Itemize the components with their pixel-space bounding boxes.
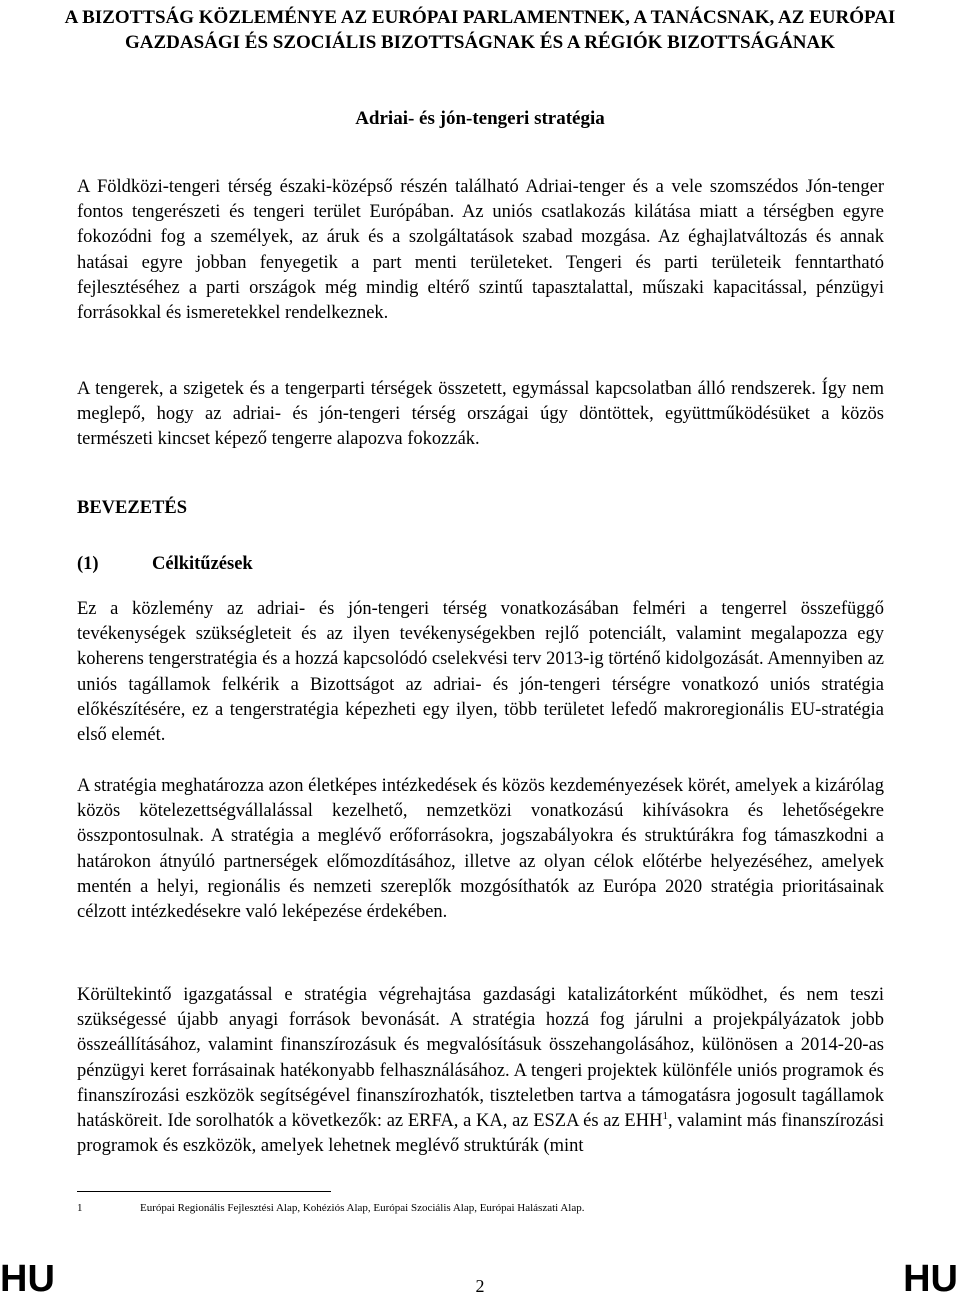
document-title: A BIZOTTSÁG KÖZLEMÉNYE AZ EURÓPAI PARLAMENTNEK, A TANÁCSNAK, AZ EURÓPAI GAZDASÁGI ÉS SZOCIÁLIS BIZOTTSÁGNAK ÉS A RÉGIÓK BIZOTTSÁGÁNAK (64, 7, 896, 53)
subsection-number: (1) (77, 554, 99, 574)
subsection-heading (77, 552, 253, 577)
paragraph-text: Körültekintő igazgatással e stratégia végrehajtása gazdasági katalizátorként működhet, és nem teszi szükségessé újabb anyagi források bevonását. A stratégia hozzá fog járulni a projekpályázatok jobb összeállításához, valamint finanszírozásuk és megvalósításuk összehangolásához, különösen a 2014-20-as pénzügyi keret forrásainak hatékonyabb felhasználásához. A tengeri projektek különféle uniós programok és finanszírozási eszközök segítségével finanszírozhatók, tiszteletben tartva a támogatásra jogosult tagállamok hatásköreit. Ide sorolhatók a következők: az ERFA, a KA, az ESZA és az EHH (77, 985, 884, 1132)
footnote-number: 1 (77, 1202, 83, 1214)
intro-paragraph-1: A Földközi-tengeri térség északi-középső részén található Adriai-tenger és a vele szomszédos Jón-tenger fontos tengerészeti és tengeri terület Európában. Az uniós csatlakozás kilátása miatt a térségben egyre fokozódni fog a személyek, az áruk és a szolgáltatások szabad mozgása. Az éghajlatváltozás és annak hatásai egyre jobban fenyegetik a part menti területeket. Tengeri és parti területeik fenntartható fejlesztéséhez a parti országok még mindig eltérő szintű tapasztalattal, műszaki kapacitással, pénzügyi forrásokkal és ismeretekkel rendelkeznek. (77, 177, 884, 324)
footnote-separator (77, 1191, 331, 1192)
footnote-reference[interactable]: 1 (662, 1109, 668, 1122)
footer-language-right: HU (903, 1258, 958, 1300)
footnote-text: Európai Regionális Fejlesztési Alap, Kohéziós Alap, Európai Szociális Alap, Európai Halászati Alap. (140, 1202, 585, 1214)
footer-language-left: HU (0, 1258, 55, 1300)
subsection-title: Célkitűzések (152, 554, 253, 574)
body-paragraph-1: Ez a közlemény az adriai- és jón-tengeri térség vonatkozásában felméri a tengerrel összefüggő tevékenységek szükségleteit és az ilyen tevékenységekben rejlő potenciált, valamint megalapozza egy koherens tengerstratégia és a hozzá kapcsolódó cselekvési terv 2013-ig történő kidolgozását. Amennyiben az uniós tagállamok felkérik a Bizottságot az adriai- és jón-tengeri térségre vonatkozó uniós stratégia előkészítésére, ez a tengerstratégia képezheti egy ilyen, több területet lefedő makroregionális EU-stratégia első elemét. (77, 599, 884, 746)
body-paragraph-3 (77, 983, 884, 1159)
intro-paragraph-2: A tengerek, a szigetek és a tengerparti térségek összetett, egymással kapcsolatban álló rendszerek. Így nem meglepő, hogy az adriai- és jón-tengeri térség országai úgy döntöttek, együttműködésüket a közös természeti kincset képező tengerre alapozva fokozzák. (77, 379, 884, 450)
section-heading: BEVEZETÉS (77, 498, 188, 518)
page-number: 2 (475, 1276, 485, 1296)
paragraph-text-continued: , valamint más finanszírozási programok és eszközök, amelyek lehetnek meglévő struktúrák (mint (77, 1111, 884, 1157)
document-subtitle: Adriai- és jón-tengeri stratégia (355, 108, 605, 129)
body-paragraph-2: A stratégia meghatározza azon életképes intézkedések és közös kezdeményezések körét, amelyek a kizárólag közös kötelezettségvállalással kezelhető, nemzetközi vonatkozású kihívásokra és lehetőségekre összpontosulnak. A stratégia a meglévő erőforrásokra, jogszabályokra és struktúrákra fog támaszkodni a határokon átnyúló partnerségek előmozdításához, illetve az olyan célok előtérbe helyezéséhez, amelyek mentén a helyi, regionális és nemzeti szereplők mozgósíthatók az Európa 2020 stratégia prioritásainak célzott intézkedésekre való leképezése érdekében. (77, 776, 884, 923)
